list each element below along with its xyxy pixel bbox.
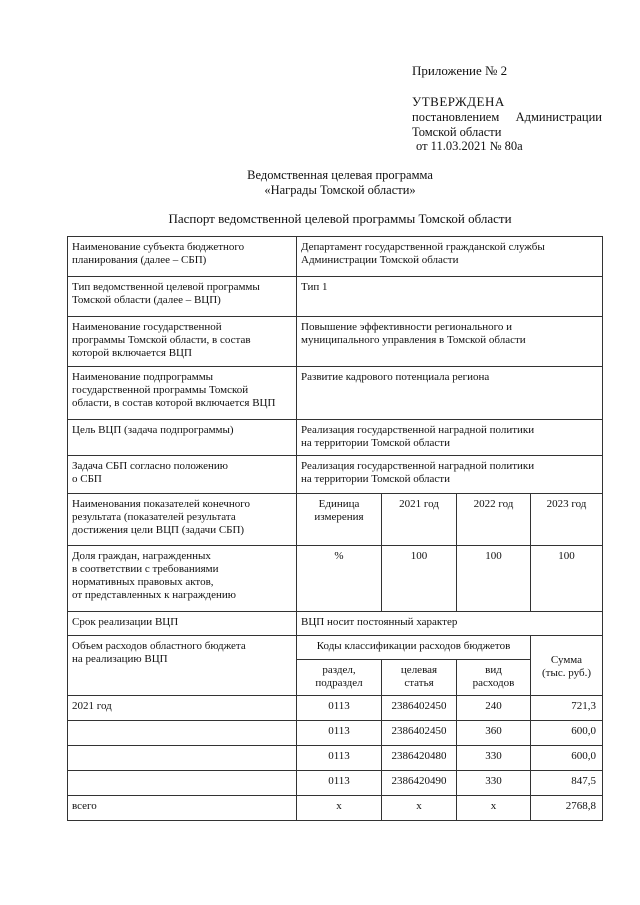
approved-stamp: УТВЕРЖДЕНА (412, 94, 505, 109)
budget-kind: 330 (457, 746, 531, 771)
total-sum: 2768,8 (531, 796, 603, 821)
budget-year-empty (68, 721, 297, 746)
budget-sum: 721,3 (531, 696, 603, 721)
total-article: х (382, 796, 457, 821)
budget-article: 2386402450 (382, 721, 457, 746)
goal-label: Цель ВЦП (задача подпрограммы) (68, 420, 297, 456)
state-program-label: Наименование государственной программы Томской области, в состав которой включается ВЦП (68, 317, 297, 367)
table-row (68, 494, 603, 546)
indicator-value-2022: 100 (457, 546, 531, 612)
kind-header: вид расходов (457, 660, 531, 696)
resolution-line-1 (412, 110, 602, 124)
table-row (68, 612, 603, 636)
year-2022-header: 2022 год (457, 494, 531, 546)
administration-word: Администрации (515, 110, 602, 124)
table-row (68, 237, 603, 277)
term-label: Срок реализации ВЦП (68, 612, 297, 636)
resolution-line-2: Томской области (412, 125, 502, 139)
table-row (68, 277, 603, 317)
table-row (68, 317, 603, 367)
task-value: Реализация государственной наградной политики на территории Томской области (297, 456, 603, 494)
indicators-header-label: Наименования показателей конечного результата (показателей результата достижения цели ВЦП (задачи СБП) (68, 494, 297, 546)
section-header: раздел, подраздел (297, 660, 382, 696)
article-header: целевая статья (382, 660, 457, 696)
subject-value: Департамент государственной гражданской службы Администрации Томской области (297, 237, 603, 277)
unit-header: Единица измерения (297, 494, 382, 546)
budget-article: 2386420480 (382, 746, 457, 771)
budget-sum: 600,0 (531, 721, 603, 746)
resolution-word: постановлением (412, 110, 500, 124)
total-row (68, 796, 603, 821)
program-title-line-2: «Награды Томской области» (264, 183, 416, 197)
table-row (68, 420, 603, 456)
budget-kind: 330 (457, 771, 531, 796)
table-row (68, 636, 603, 660)
program-title-line-1: Ведомственная целевая программа (247, 168, 433, 182)
type-label: Тип ведомственной целевой программы Томской области (далее – ВЦП) (68, 277, 297, 317)
table-row (68, 456, 603, 494)
table-row (68, 546, 603, 612)
table-row (68, 746, 603, 771)
codes-title: Коды классификации расходов бюджетов (297, 636, 531, 660)
subject-label: Наименование субъекта бюджетного планирования (далее – СБП) (68, 237, 297, 277)
table-row (68, 696, 603, 721)
budget-section: 0113 (297, 696, 382, 721)
budget-article: 2386402450 (382, 696, 457, 721)
budget-kind: 240 (457, 696, 531, 721)
budget-kind: 360 (457, 721, 531, 746)
goal-value: Реализация государственной наградной политики на территории Томской области (297, 420, 603, 456)
table-row (68, 367, 603, 420)
appendix-number: Приложение № 2 (412, 63, 508, 78)
year-2021-header: 2021 год (382, 494, 457, 546)
passport-table (67, 236, 603, 821)
subprogram-label: Наименование подпрограммы государственной программы Томской области, в состав которой включается ВЦП (68, 367, 297, 420)
term-value: ВЦП носит постоянный характер (297, 612, 603, 636)
budget-label: Объем расходов областного бюджета на реализацию ВЦП (68, 636, 297, 696)
indicator-value-2021: 100 (382, 546, 457, 612)
budget-sum: 600,0 (531, 746, 603, 771)
indicator-label: Доля граждан, награжденных в соответствии с требованиями нормативных правовых актов, от представленных к награждению (68, 546, 297, 612)
total-kind: х (457, 796, 531, 821)
budget-section: 0113 (297, 771, 382, 796)
budget-year-empty (68, 746, 297, 771)
table-row (68, 771, 603, 796)
passport-title: Паспорт ведомственной целевой программы Томской области (168, 211, 512, 226)
budget-year-label: 2021 год (68, 696, 297, 721)
type-value: Тип 1 (297, 277, 603, 317)
sum-header: Сумма (тыс. руб.) (531, 636, 603, 696)
resolution-date: от 11.03.2021 № 80а (416, 139, 523, 153)
budget-sum: 847,5 (531, 771, 603, 796)
budget-section: 0113 (297, 721, 382, 746)
total-label: всего (68, 796, 297, 821)
subprogram-value: Развитие кадрового потенциала региона (297, 367, 603, 420)
state-program-value: Повышение эффективности регионального и муниципального управления в Томской области (297, 317, 603, 367)
indicator-value-2023: 100 (531, 546, 603, 612)
budget-section: 0113 (297, 746, 382, 771)
task-label: Задача СБП согласно положению о СБП (68, 456, 297, 494)
table-row (68, 721, 603, 746)
year-2023-header: 2023 год (531, 494, 603, 546)
budget-year-empty (68, 771, 297, 796)
indicator-unit: % (297, 546, 382, 612)
total-section: х (297, 796, 382, 821)
budget-article: 2386420490 (382, 771, 457, 796)
